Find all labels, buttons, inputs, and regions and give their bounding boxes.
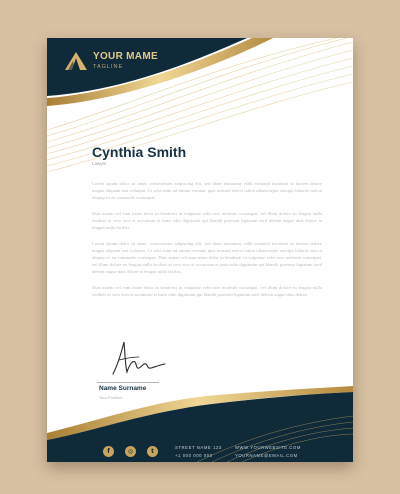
sender-name: Cynthia Smith bbox=[92, 144, 187, 160]
signature-line bbox=[97, 382, 159, 383]
letter-body bbox=[92, 180, 322, 307]
body-paragraph: Duis autem vel eum iriure dolor in hendrerit in vulputate velit esse molestie consequat, vel illum dolore eu feugiat nulla facilisis at vero eros et accumsan et iusto odio dignissim qui blandit praesent luptatum zzril delenit augue duis dolore. bbox=[92, 285, 322, 297]
footer-web bbox=[235, 444, 301, 460]
signature-image bbox=[107, 338, 177, 382]
footer-email[interactable]: YOURNAME@EMAIL.COM bbox=[235, 453, 298, 458]
instagram-icon[interactable]: ◎ bbox=[125, 446, 136, 457]
footer-website[interactable]: WWW.YOURWEBSITE.COM bbox=[235, 445, 301, 450]
triangle-logo-icon bbox=[65, 52, 87, 70]
signature-title: Your Position bbox=[99, 395, 123, 400]
twitter-icon[interactable]: t bbox=[147, 446, 158, 457]
footer-address bbox=[175, 444, 222, 460]
sender-role: Lawyer bbox=[92, 161, 107, 166]
footer-phone: +1 000 000 000 bbox=[175, 453, 213, 458]
letterhead-page bbox=[47, 38, 353, 462]
brand-tagline: TAGLINE bbox=[93, 64, 124, 70]
body-paragraph: Lorem ipsum dolor sit amet, consectetuer adipiscing elit, sed diam nonummy nibh euismod tincidunt ut laoreet dolore magna aliquam erat volutpat. Ut wisi enim ad minim veniam, quis nostrud exerci tation ullamcorper suscipit lobortis nisl ut aliquip ex ea commodo consequat. bbox=[92, 181, 322, 200]
brand-logo bbox=[65, 52, 158, 71]
body-paragraph: Lorem ipsum dolor sit amet, consectetuer adipiscing elit, sed diam nonummy nibh euismod tincidunt ut laoreet dolore magna aliquam erat volutpat. Ut wisi enim ad minim veniam, quis nostrud exerci tation ullamcorper suscipit lobortis nisl ut aliquip ex ea commodo consequat. Duis autem vel eum iriure dolor in hendrerit in vulputate velit esse molestie consequat, vel illum dolore eu feugiat nulla facilisis at vero eros et accumsan et iusto odio dignissim qui blandit praesent luptatum zzril delenit augue duis dolore te feugait nulla facilisi. bbox=[92, 241, 322, 274]
social-icons bbox=[103, 446, 158, 457]
brand-name: YOUR MAME bbox=[93, 51, 158, 62]
body-paragraph: Duis autem vel eum iriure dolor in hendrerit in vulputate velit esse molestie consequat, vel illum dolore eu feugiat nulla facilisis at vero eros et accumsan et iusto odio dignissim qui blandit praesent luptatum zzril delenit augue duis dolore te feugait nulla facilisi. bbox=[92, 211, 322, 230]
footer-street: STREET NAME 123 bbox=[175, 445, 222, 450]
facebook-icon[interactable]: f bbox=[103, 446, 114, 457]
signature-name: Name Surname bbox=[99, 385, 147, 392]
